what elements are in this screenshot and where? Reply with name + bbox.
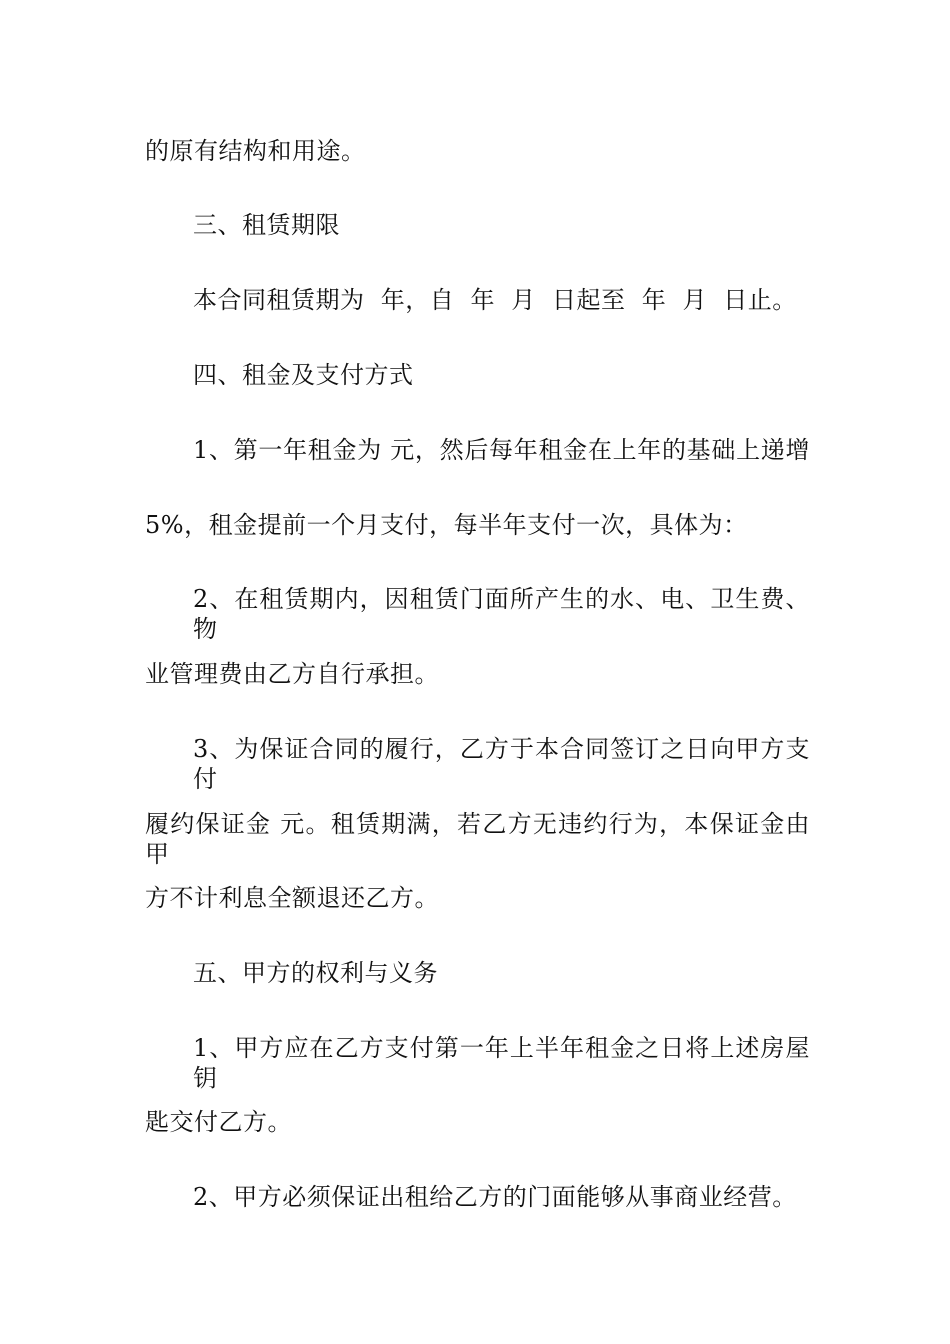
paragraph-line: 的原有结构和用途。	[145, 137, 366, 165]
paragraph-line: 本合同租赁期为 年，自 年 月 日起至 年 月 日止。	[193, 286, 797, 314]
section-heading: 三、租赁期限	[193, 211, 340, 239]
section-heading: 四、租金及支付方式	[193, 361, 414, 389]
paragraph-line: 1、第一年租金为 元，然后每年租金在上年的基础上递增	[193, 436, 810, 464]
paragraph-line: 2、甲方必须保证出租给乙方的门面能够从事商业经营。	[193, 1183, 797, 1211]
paragraph-line: 匙交付乙方。	[145, 1108, 292, 1136]
paragraph-line: 5%，租金提前一个月支付，每半年支付一次，具体为：	[145, 511, 748, 539]
paragraph-line: 业管理费由乙方自行承担。	[145, 660, 439, 688]
paragraph-line: 履约保证金 元。租赁期满，若乙方无违约行为，本保证金由甲	[145, 810, 810, 868]
paragraph-line: 1、甲方应在乙方支付第一年上半年租金之日将上述房屋钥	[193, 1034, 810, 1092]
paragraph-line: 2、在租赁期内，因租赁门面所产生的水、电、卫生费、物	[193, 585, 810, 643]
paragraph-line: 方不计利息全额退还乙方。	[145, 884, 439, 912]
section-heading: 五、甲方的权利与义务	[193, 959, 438, 987]
paragraph-line: 3、为保证合同的履行，乙方于本合同签订之日向甲方支付	[193, 735, 810, 793]
